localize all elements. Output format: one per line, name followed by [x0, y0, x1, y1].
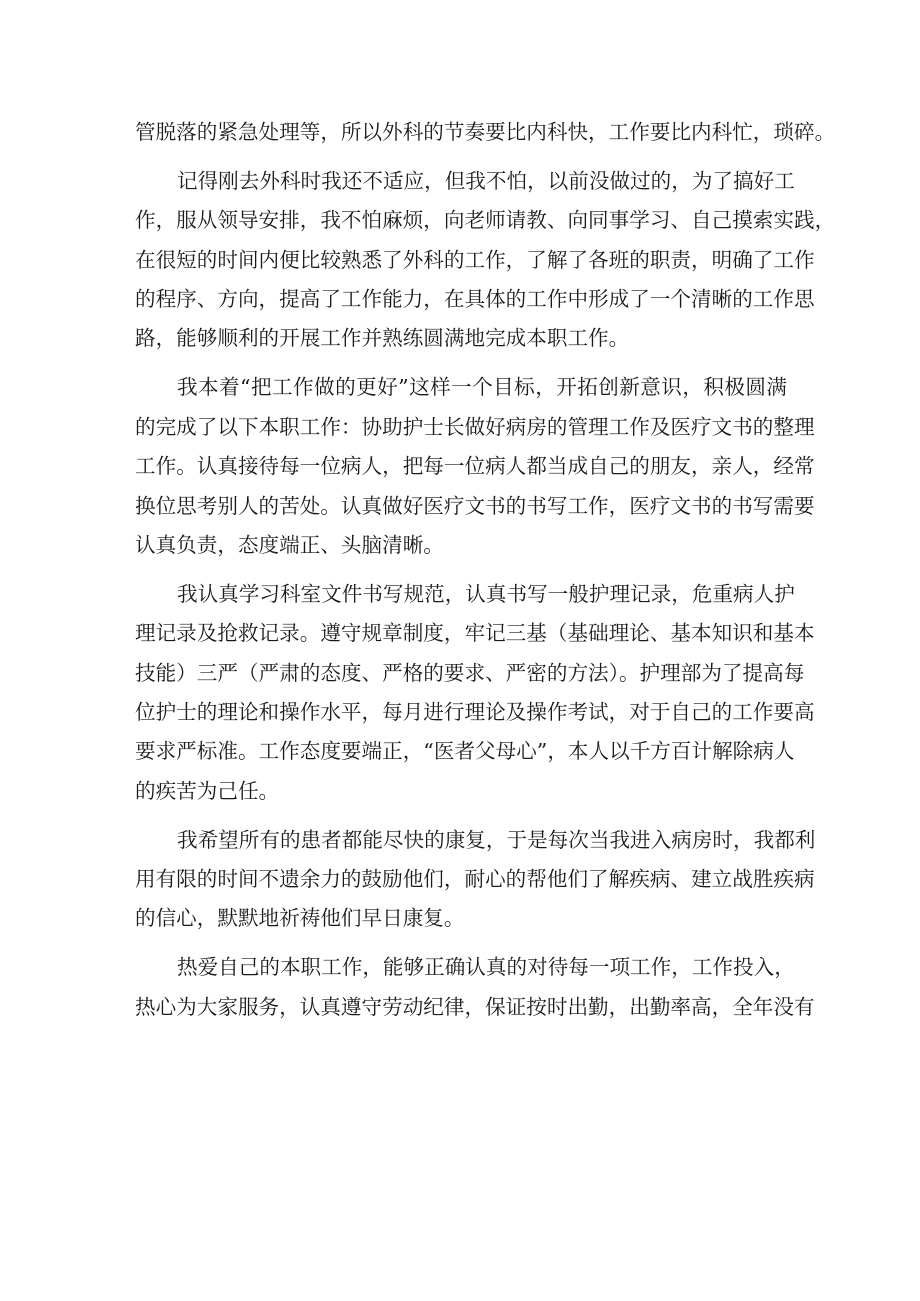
document-body [135, 113, 836, 1037]
paragraph-2 [135, 162, 836, 359]
text-line: 技能）三严（严肃的态度、严格的要求、严密的方法）。护理部为了提高每 [135, 660, 805, 685]
text-line: 记得刚去外科时我还不适应，但我不怕，以前没做过的，为了搞好工 [177, 168, 795, 193]
text-line: 热爱自己的本职工作，能够正确认真的对待每一项工作，工作投入， [177, 955, 795, 980]
paragraph-3 [135, 368, 815, 565]
text-line: 在很短的时间内便比较熟悉了外科的工作，了解了各班的职责，明确了工作 [135, 247, 815, 272]
text-line: 的信心，默默地祈祷他们早日康复。 [135, 906, 465, 931]
text-line: 要求严标准。工作态度要端正，“医者父母心”，本人以千方百计解除病人 [135, 739, 795, 764]
text-line: 的程序、方向，提高了工作能力，在具体的工作中形成了一个清晰的工作思 [135, 287, 815, 312]
text-line: 用有限的时间不遗余力的鼓励他们，耐心的帮他们了解疾病、建立战胜疾病 [135, 867, 815, 892]
text-line: 换位思考别人的苦处。认真做好医疗文书的书写工作，医疗文书的书写需要 [135, 493, 815, 518]
text-line: 工作。认真接待每一位病人，把每一位病人都当成自己的朋友，亲人，经常 [135, 454, 815, 479]
text-line: 管脱落的紧急处理等，所以外科的节奏要比内科快，工作要比内科忙，琐碎。 [135, 120, 836, 144]
text-line: 我认真学习科室文件书写规范，认真书写一般护理记录，危重病人护 [177, 581, 795, 606]
text-line: 的疾苦为己任。 [135, 778, 280, 803]
paragraph-5 [135, 821, 816, 939]
text-line: 我本着“把工作做的更好”这样一个目标，开拓创新意识，积极圆满 [177, 375, 787, 400]
paragraph-6 [135, 948, 815, 1027]
text-line: 认真负责，态度端正、头脑清晰。 [135, 532, 444, 557]
paragraph-4 [135, 575, 815, 811]
text-line: 理记录及抢救记录。遵守规章制度，牢记三基（基础理论、基本知识和基本 [135, 621, 815, 646]
paragraph-1 [135, 113, 836, 152]
text-line: 作，服从领导安排，我不怕麻烦，向老师请教、向同事学习、自己摸索实践， [135, 208, 836, 233]
text-line: 我希望所有的患者都能尽快的康复，于是每次当我进入病房时，我都利 [177, 827, 816, 852]
text-line: 路，能够顺利的开展工作并熟练圆满地完成本职工作。 [135, 326, 630, 351]
text-line: 位护士的理论和操作水平，每月进行理论及操作考试，对于自己的工作要高 [135, 699, 815, 724]
text-line: 的完成了以下本职工作：协助护士长做好病房的管理工作及医疗文书的整理 [135, 414, 815, 439]
text-line: 热心为大家服务，认真遵守劳动纪律，保证按时出勤，出勤率高，全年没有 [135, 994, 815, 1019]
